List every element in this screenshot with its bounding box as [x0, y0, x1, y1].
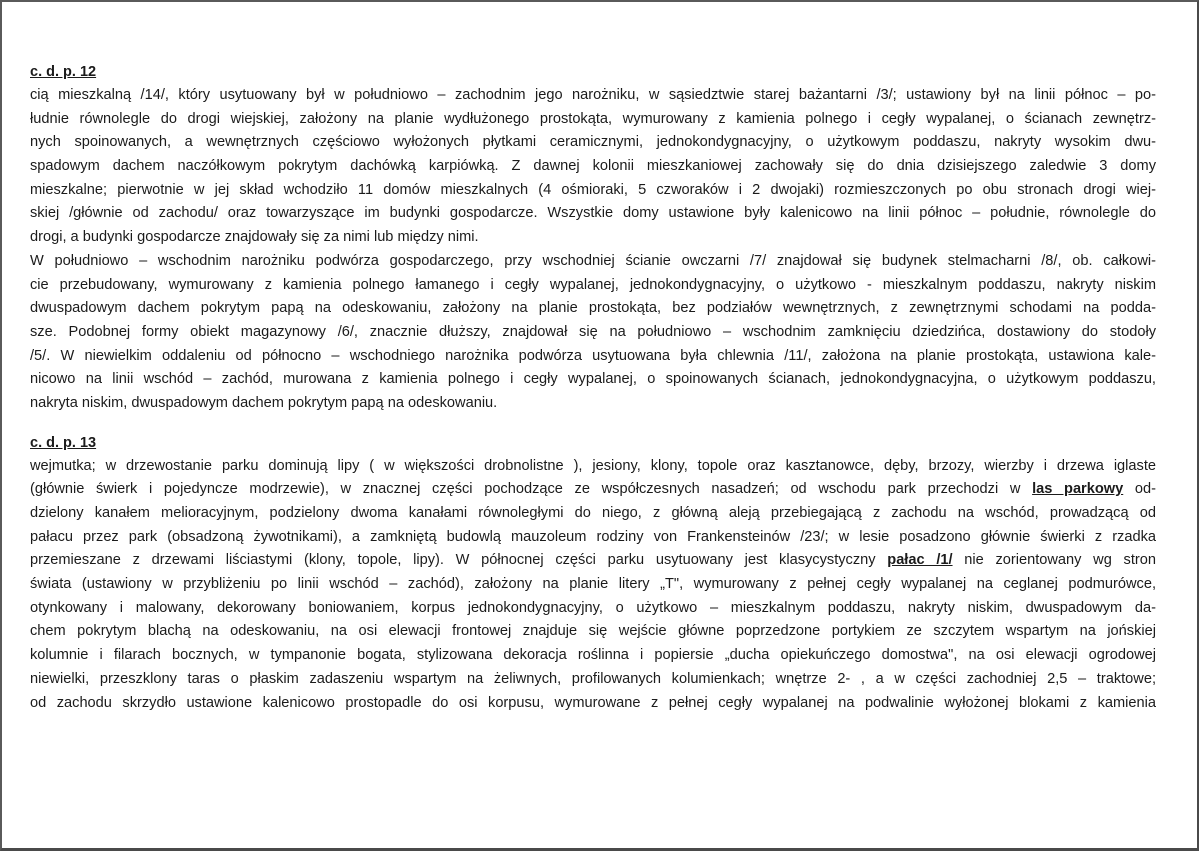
text-line: dwuspadowym dachem pokrytym papą na odeskowaniu, założony na planie prostokąta, bez podziałów wewnętrznych, z zewnętrznymi schodami na podda-: [30, 300, 1156, 317]
text-line: nicowo na linii wschód – zachód, murowana z kamienia polnego i cegły wypalanej, o spoinowanych ścianach, jednokondygnacyjna, o użytkowym poddaszu,: [30, 371, 1156, 388]
text-line: pałacu przez park (obsadzoną żywotnikami), a zamkniętą budowlą mauzoleum rodziny von Frankensteinów /23/; w lesie posadzono głównie świerki z rzadka: [30, 528, 1156, 545]
highlight-las-parkowy: las parkowy: [1032, 481, 1124, 498]
text-fragment: od-: [1123, 481, 1156, 498]
text-line: skiej /głównie od zachodu/ oraz towarzyszące im budynki gospodarcze. Wszystkie domy ustawione były kalenicowo na linii północ – południe, równolegle do: [30, 205, 1156, 222]
text-line: cie przebudowany, wymurowany z kamienia polnego łamanego i cegły wypalanej, jednokondygnacyjny, o użytkowo - mieszkalnym poddaszu, nakryty niskim: [30, 276, 1156, 293]
text-line: dzielony kanałem melioracyjnym, podzielony dwoma kanałami równoległymi do niego, z główną aleją przebiegającą z zachodu na wschód, prowadzącą od: [30, 505, 1156, 521]
text-line: nakryta niskim, dwuspadowym dachem pokrytym papą na odeskowaniu.: [30, 394, 498, 411]
text-fragment: przemieszane z drzewami liściastymi (klony, topole, lipy). W północnej części parku usytuowany jest klasycystyczny: [30, 552, 888, 569]
text-line: świata (ustawiony w przybliżeniu po linii wschód – zachód), założony na planie litery „T", wymurowany z pełnej cegły wypalanej na ceglanej podmurówce,: [30, 576, 1156, 593]
section-p12: [30, 62, 1156, 416]
text-line: /5/. W niewielkim oddaleniu od północno – wschodniego narożnika podwórza usytuowana była chlewnia /11/, założona na planie prostokąta, ustawiona kale-: [30, 347, 1156, 364]
text-line: niewielki, przeszklony taras o płaskim zadaszeniu wspartym na żeliwnych, profilowanych kolumienkach; wnętrze 2- , a w części zachodniej 2,5 – traktowe;: [30, 670, 1156, 687]
text-line: mieszkalne; pierwotnie w jej skład wchodziło 11 domów mieszkalnych (4 ośmioraki, 5 czworaków i 2 dwojaki) rozmieszczonych po obu stronach drogi wiej-: [30, 181, 1156, 198]
text-line-with-highlight: [30, 478, 1156, 502]
text-line: drogi, a budynki gospodarcze znajdowały się za nimi lub między nimi.: [30, 229, 479, 246]
text-line: nych spoinowanych, a wewnętrznych częściowo wyłożonych płytkami ceramicznymi, jednokondygnacyjny, o użytkowym poddaszu, nakryty wysokim dwu-: [30, 134, 1156, 151]
highlight-palac: pałac /1/: [887, 552, 953, 569]
text-line: kolumnie i filarach bocznych, w tympanonie bogata, stylizowana dekoracja roślinna i popiersie „ducha opiekuńczego domostwa", na osi elewacji ogrodowej: [30, 647, 1156, 664]
text-line-with-highlight: [30, 549, 1156, 573]
text-line: sze. Podobnej formy obiekt magazynowy /6/, znacznie dłuższy, znajdował się na południowo – wschodnim zamknięciu dziedzińca, dostawiony do stodoły: [30, 323, 1156, 340]
section-p13: [30, 433, 1156, 716]
text-line: chem pokrytym blachą na odeskowaniu, na osi elewacji frontowej znajduje się wejście główne poprzedzone portykiem ze szczytem wspartym na jońskiej: [30, 623, 1156, 640]
text-line: spadowym dachem naczółkowym pokrytym dachówką karpiówką. Z dawnej kolonii mieszkaniowej zachowały się do dnia dzisiejszego zaledwie 3 domy: [30, 158, 1156, 175]
document-page: [30, 62, 1156, 715]
text-fragment: nie zorientowany wg stron: [952, 552, 1156, 569]
text-line: od zachodu skrzydło ustawione kalenicowo prostopadle do osi korpusu, wymurowane z pełnej cegły wypalanej na podwalinie wyłożonej blokami z kamienia: [30, 694, 1156, 711]
text-line: W południowo – wschodnim narożniku podwórza gospodarczego, przy wschodniej ścianie owczarni /7/ znajdował się budynek stelmacharni /8/, ob. całkowi-: [30, 252, 1156, 269]
text-fragment: (głównie świerk i pojedyncze modrzewie), w znacznej części pochodzące ze współczesnych nasadzeń; od wschodu park przechodzi w: [30, 481, 1033, 498]
text-line: cią mieszkalną /14/, który usytuowany był w południowo – zachodnim jego narożniku, w sąsiedztwie starej bażantarni /3/; ustawiony był na linii północ – po-: [30, 87, 1156, 103]
text-line: łudnie równolegle do drogi wiejskiej, założony na planie wydłużonego prostokąta, wymurowany z kamienia polnego i cegły wypalanej, o ścianach zewnętrz-: [30, 110, 1156, 127]
text-line: otynkowany i malowany, dekorowany boniowaniem, korpus jednokondygnacyjny, o użytkowo – mieszkalnym poddaszu, nakryty niskim, dwuspadowym da-: [30, 599, 1156, 616]
section-heading: c. d. p. 12: [30, 64, 97, 80]
text-line: wejmutka; w drzewostanie parku dominują lipy ( w większości drobnolistne ), jesiony, klony, topole oraz kasztanowce, dęby, brzozy, wierzby i drzewa iglaste: [30, 457, 1156, 474]
section-heading: c. d. p. 13: [30, 434, 97, 451]
